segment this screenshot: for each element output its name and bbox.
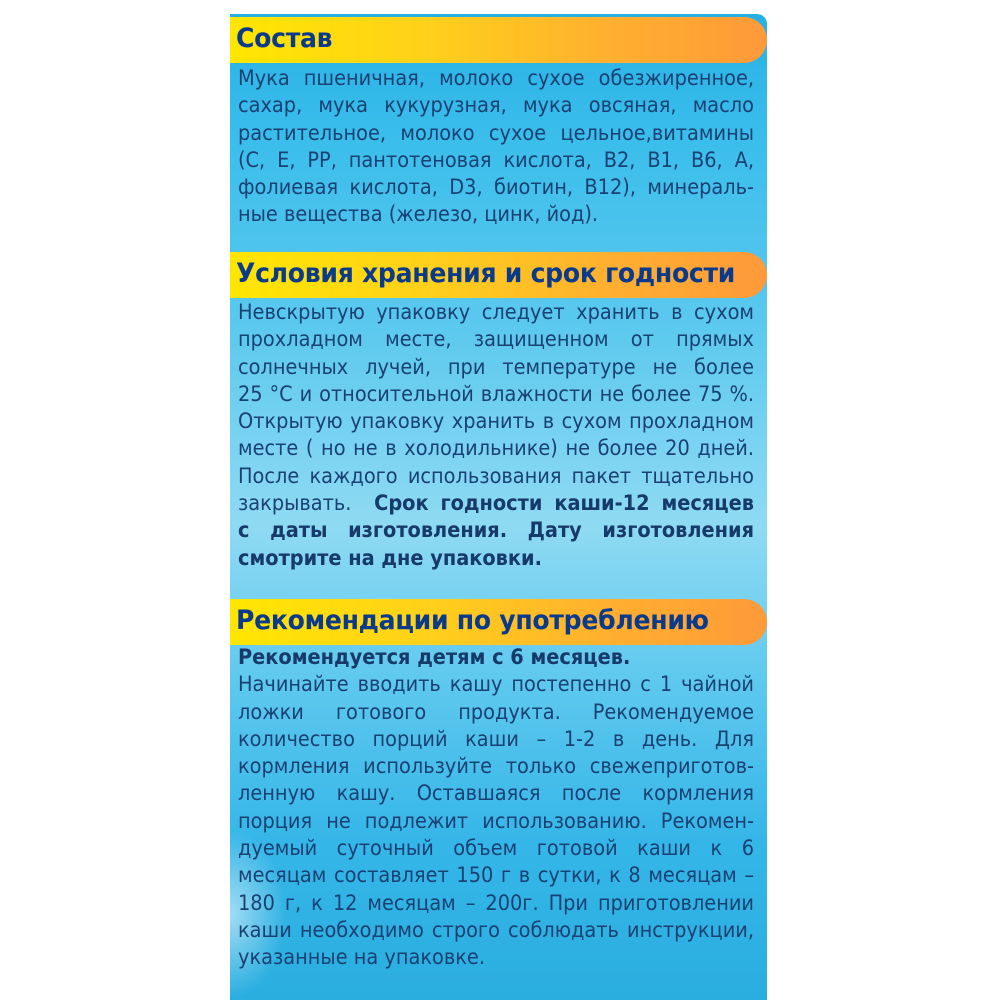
text-line: месте ( но не в холодильнике) не более 20 дней.: [238, 436, 754, 462]
text-line: каши необходимо строго соблюдать инструкции,: [238, 917, 754, 943]
shelf-life-bold-line: смотрите на дне упаковки.: [238, 545, 542, 571]
text-line: Начинайте вводить кашу постепенно с 1 чайной: [238, 672, 754, 698]
text-line: закрывать.: [238, 491, 352, 517]
section-title-recommendations: Рекомендации по употреблению: [236, 605, 709, 636]
text-line: дуемый суточный объем готовой каши к 6: [238, 836, 754, 862]
text-line-mixed: [238, 490, 754, 517]
text-line: ленную кашу. Оставшаяся после кормления: [238, 781, 754, 807]
text-line: указанные на упаковке.: [238, 945, 485, 971]
text-line: (С, Е, РР, пантотеновая кислота, В2, В1, В6, А,: [238, 147, 754, 173]
age-recommendation: Рекомендуется детям с 6 месяцев.: [238, 645, 631, 670]
text-line: солнечных лучей, при температуре не более: [238, 354, 754, 380]
text-line: Мука пшеничная, молоко сухое обезжиренное,: [238, 66, 754, 91]
section-title-storage: Условия хранения и срок годности: [236, 258, 736, 289]
section-header-recommendations: [230, 599, 767, 645]
text-line: кормления используйте только свежеприготов-: [238, 754, 754, 780]
section-title-composition: Состав: [236, 23, 333, 54]
text-line: 180 г, к 12 месяцам – 200г. При приготовлении: [238, 890, 754, 916]
shelf-life-bold: Срок годности каши-12 месяцев: [374, 491, 754, 517]
text-line: количество порций каши – 1-2 в день. Для: [238, 726, 754, 752]
text-line: сахар, мука кукурузная, мука овсяная, масло: [238, 93, 754, 119]
info-panel: [230, 14, 767, 1000]
text-line: ложки готового продукта. Рекомендуемое: [238, 699, 754, 725]
shelf-life-bold-line: с даты изготовления. Дату изготовления: [238, 518, 754, 544]
text-line: порция не подлежит использованию. Рекомен-: [238, 808, 754, 834]
text-line: прохладном месте, защищенном от прямых: [238, 327, 754, 353]
text-line: После каждого использования пакет тщательно: [238, 463, 754, 489]
recommendations-text: [238, 644, 754, 972]
text-line: растительное, молоко сухое цельное,витамины: [238, 120, 754, 146]
text-line: Открытую упаковку хранить в сухом прохладном: [238, 409, 754, 435]
composition-text: [238, 65, 754, 229]
storage-text: [238, 299, 754, 572]
section-header-composition: [230, 17, 767, 63]
section-header-storage: [230, 252, 767, 298]
text-line: фолиевая кислота, D3, биотин, В12), минераль-: [238, 175, 754, 201]
text-line: месяцам составляет 150 г в сутки, к 8 месяцам –: [238, 863, 754, 889]
text-line: Невскрытую упаковку следует хранить в сухом: [238, 300, 754, 325]
text-line: ные вещества (железо, цинк, йод).: [238, 202, 599, 228]
text-line: 25 °С и относительной влажности не более 75 %.: [238, 381, 754, 407]
